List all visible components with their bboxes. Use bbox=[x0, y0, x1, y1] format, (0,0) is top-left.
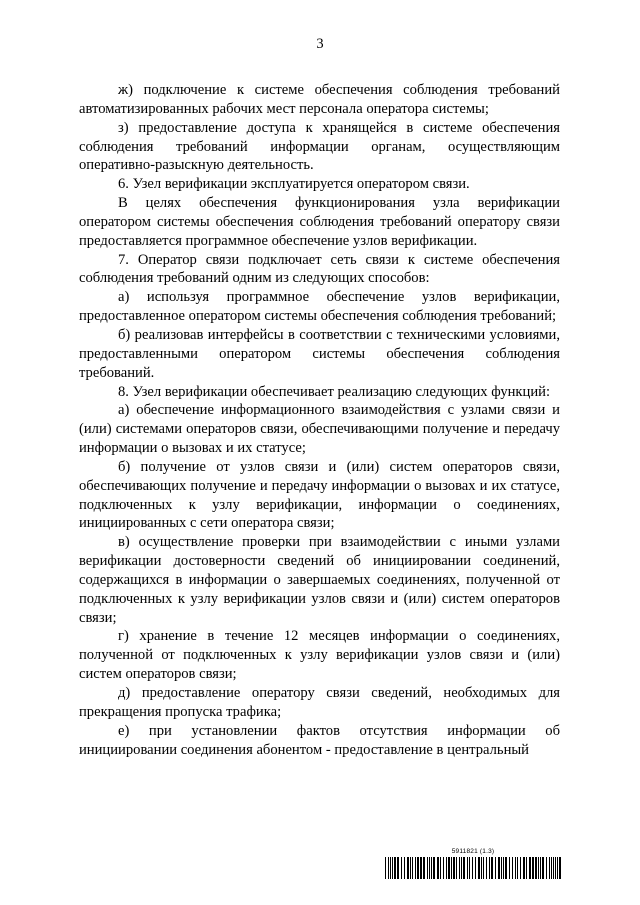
paragraph-6: 6. Узел верификации эксплуатируется оператором связи. bbox=[118, 176, 470, 193]
paragraph-8e: е) при установлении фактов отсутствия информации об инициировании соединения абонентом - предоставление в центральный bbox=[79, 722, 560, 758]
paragraph-7: 7. Оператор связи подключает сеть связи к системе обеспечения соблюдения требований одним из следующих способов: bbox=[79, 251, 560, 287]
barcode-icon bbox=[385, 857, 561, 879]
paragraph-8v: в) осуществление проверки при взаимодействии с иными узлами верификации достоверности сведений об инициировании соединений, содержащихся в информации о завершаемых соединениях, полученной от подключенных к узлу верификации узлов связи и (или) систем операторов связи; bbox=[79, 534, 560, 626]
paragraph-7a: а) используя программное обеспечение узлов верификации, предоставленное оператором системы обеспечения соблюдения требований; bbox=[79, 289, 560, 325]
paragraph-8: 8. Узел верификации обеспечивает реализацию следующих функций: bbox=[118, 383, 550, 400]
paragraph-8g: г) хранение в течение 12 месяцев информации о соединениях, полученной от подключенных к узлу верификации узлов связи и (или) систем операторов связи; bbox=[79, 628, 560, 683]
paragraph-8a: а) обеспечение информационного взаимодействия с узлами связи и (или) системами операторов связи, обеспечивающими получение и передачу информации о вызовах и их статусе; bbox=[79, 402, 560, 457]
document-body bbox=[79, 81, 560, 759]
paragraph-z: з) предоставление доступа к хранящейся в системе обеспечения соблюдения требований информации органам, осуществляющим оперативно-разыскную деятельность. bbox=[79, 119, 560, 174]
paragraph-8b: б) получение от узлов связи и (или) систем операторов связи, обеспечивающих получение и передачу информации о вызовах и их статусе, подключенных к узлу верификации, информации о соединениях, инициированных с сети оператора связи; bbox=[79, 458, 560, 532]
paragraph-zh: ж) подключение к системе обеспечения соблюдения требований автоматизированных рабочих мест персонала оператора системы; bbox=[79, 82, 560, 117]
paragraph-7b: б) реализовав интерфейсы в соответствии с техническими условиями, предоставленными оператором системы обеспечения соблюдения требований. bbox=[79, 326, 560, 381]
page-number: 3 bbox=[316, 36, 324, 52]
barcode-number: 5911821 (1.3) bbox=[451, 848, 495, 855]
barcode-block bbox=[385, 848, 561, 879]
paragraph-8d: д) предоставление оператору связи сведений, необходимых для прекращения пропуска трафика; bbox=[79, 685, 560, 720]
paragraph-6-software: В целях обеспечения функционирования узла верификации оператором системы обеспечения соблюдения требований оператору связи предоставляется программное обеспечение узлов верификации. bbox=[79, 195, 560, 249]
